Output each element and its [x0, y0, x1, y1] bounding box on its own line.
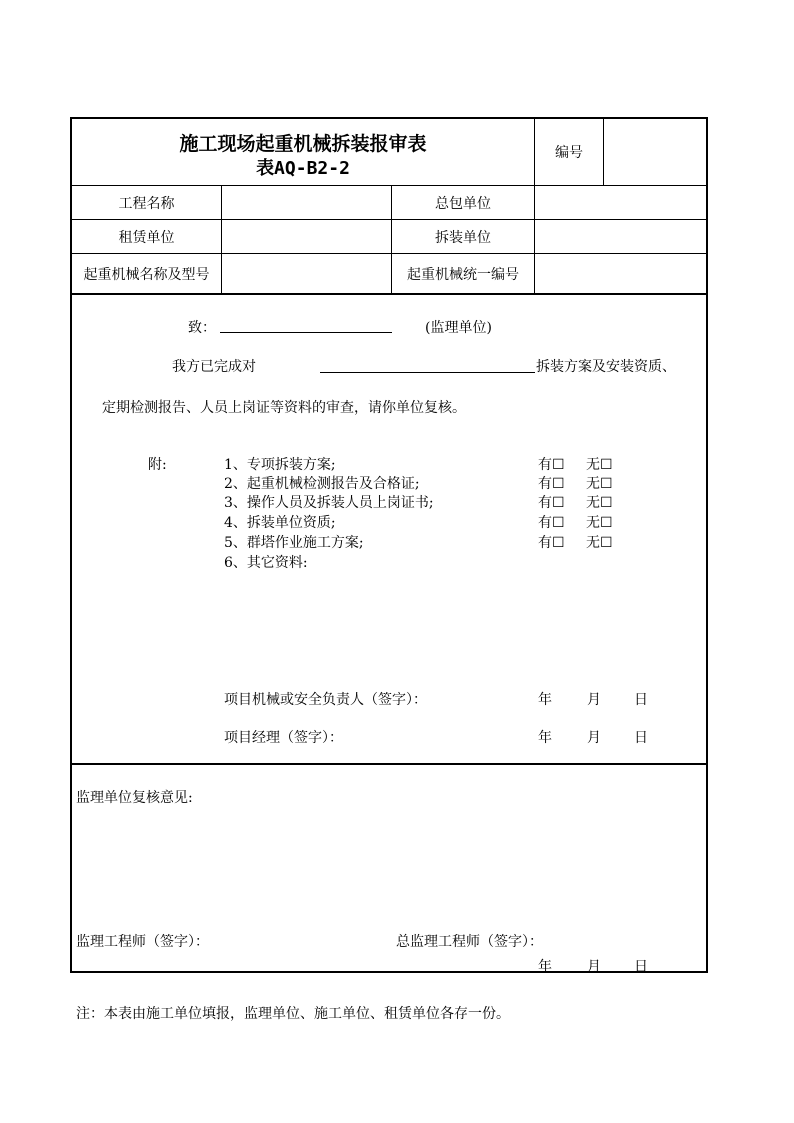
- general-contractor-label: 总包单位: [435, 195, 491, 212]
- review-day: 日: [634, 959, 648, 975]
- sign1-month: 月: [587, 692, 601, 708]
- chief-engineer-signature-label: 总监理工程师（签字）：: [396, 934, 543, 950]
- project-manager-signature-label: 项目经理（签字）：: [224, 730, 343, 746]
- to-label: 致：: [188, 320, 216, 336]
- review-request-text: 定期检测报告、人员上岗证等资料的审查，请你单位复核。: [102, 400, 466, 416]
- number-label: 编号: [555, 145, 583, 161]
- attachment-no-1[interactable]: 无☐: [586, 457, 613, 473]
- review-year: 年: [538, 959, 552, 975]
- attachment-item-2: 2、起重机械检测报告及合格证;: [224, 476, 420, 492]
- project-name-field[interactable]: [222, 186, 391, 219]
- install-unit-label: 拆装单位: [435, 229, 491, 246]
- crane-name-label: 起重机械名称及型号: [83, 266, 210, 283]
- crane-number-label: 起重机械统一编号: [407, 266, 519, 283]
- review-month: 月: [587, 959, 601, 975]
- attachment-yes-4[interactable]: 有☐: [538, 515, 565, 531]
- attachment-yes-1[interactable]: 有☐: [538, 457, 565, 473]
- to-suffix: (监理单位): [425, 320, 492, 336]
- attachments-label: 附:: [148, 457, 167, 473]
- general-contractor-field[interactable]: [535, 186, 706, 219]
- project-name-label: 工程名称: [118, 195, 175, 212]
- attachment-item-4: 4、拆装单位资质;: [224, 515, 336, 531]
- attachment-item-3: 3、操作人员及拆装人员上岗证书;: [224, 495, 434, 511]
- rule-info-bottom: [70, 293, 708, 295]
- attachment-no-2[interactable]: 无☐: [586, 476, 613, 492]
- supervision-engineer-signature-label: 监理工程师（签字）：: [76, 934, 209, 950]
- attachment-item-5: 5、群塔作业施工方案;: [224, 535, 364, 551]
- sign1-year: 年: [538, 692, 552, 708]
- crane-number-field[interactable]: [535, 254, 706, 293]
- install-unit-field[interactable]: [535, 220, 706, 253]
- completed-suffix: 拆装方案及安装资质、: [536, 359, 676, 375]
- attachment-yes-3[interactable]: 有☐: [538, 495, 565, 511]
- attachment-no-3[interactable]: 无☐: [586, 495, 613, 511]
- leasing-unit-label: 租赁单位: [118, 229, 175, 246]
- border-bottom: [70, 971, 708, 973]
- leasing-unit-field[interactable]: [222, 220, 391, 253]
- page-title: 施工现场起重机械拆装报审表: [179, 133, 427, 155]
- attachment-item-1: 1、专项拆装方案;: [224, 457, 336, 473]
- attachment-yes-5[interactable]: 有☐: [538, 535, 565, 551]
- equipment-field[interactable]: [320, 372, 535, 373]
- supervision-unit-field[interactable]: [220, 332, 392, 333]
- rule-body-bottom: [70, 763, 708, 765]
- attachment-yes-2[interactable]: 有☐: [538, 476, 565, 492]
- number-field[interactable]: [604, 119, 706, 185]
- sign1-day: 日: [634, 692, 648, 708]
- form-code: 表AQ-B2-2: [256, 158, 350, 179]
- sign2-year: 年: [538, 730, 552, 746]
- review-opinion-label: 监理单位复核意见:: [76, 790, 193, 806]
- completed-prefix: 我方已完成对: [172, 359, 256, 375]
- border-right: [706, 117, 708, 973]
- attachment-no-4[interactable]: 无☐: [586, 515, 613, 531]
- crane-name-field[interactable]: [222, 254, 391, 293]
- sign2-day: 日: [634, 730, 648, 746]
- attachment-no-5[interactable]: 无☐: [586, 535, 613, 551]
- mechanical-safety-signature-label: 项目机械或安全负责人（签字）：: [224, 692, 427, 708]
- footer-note: 注：本表由施工单位填报，监理单位、施工单位、租赁单位各存一份。: [76, 1006, 510, 1022]
- sign2-month: 月: [587, 730, 601, 746]
- attachment-item-6: 6、其它资料:: [224, 555, 308, 571]
